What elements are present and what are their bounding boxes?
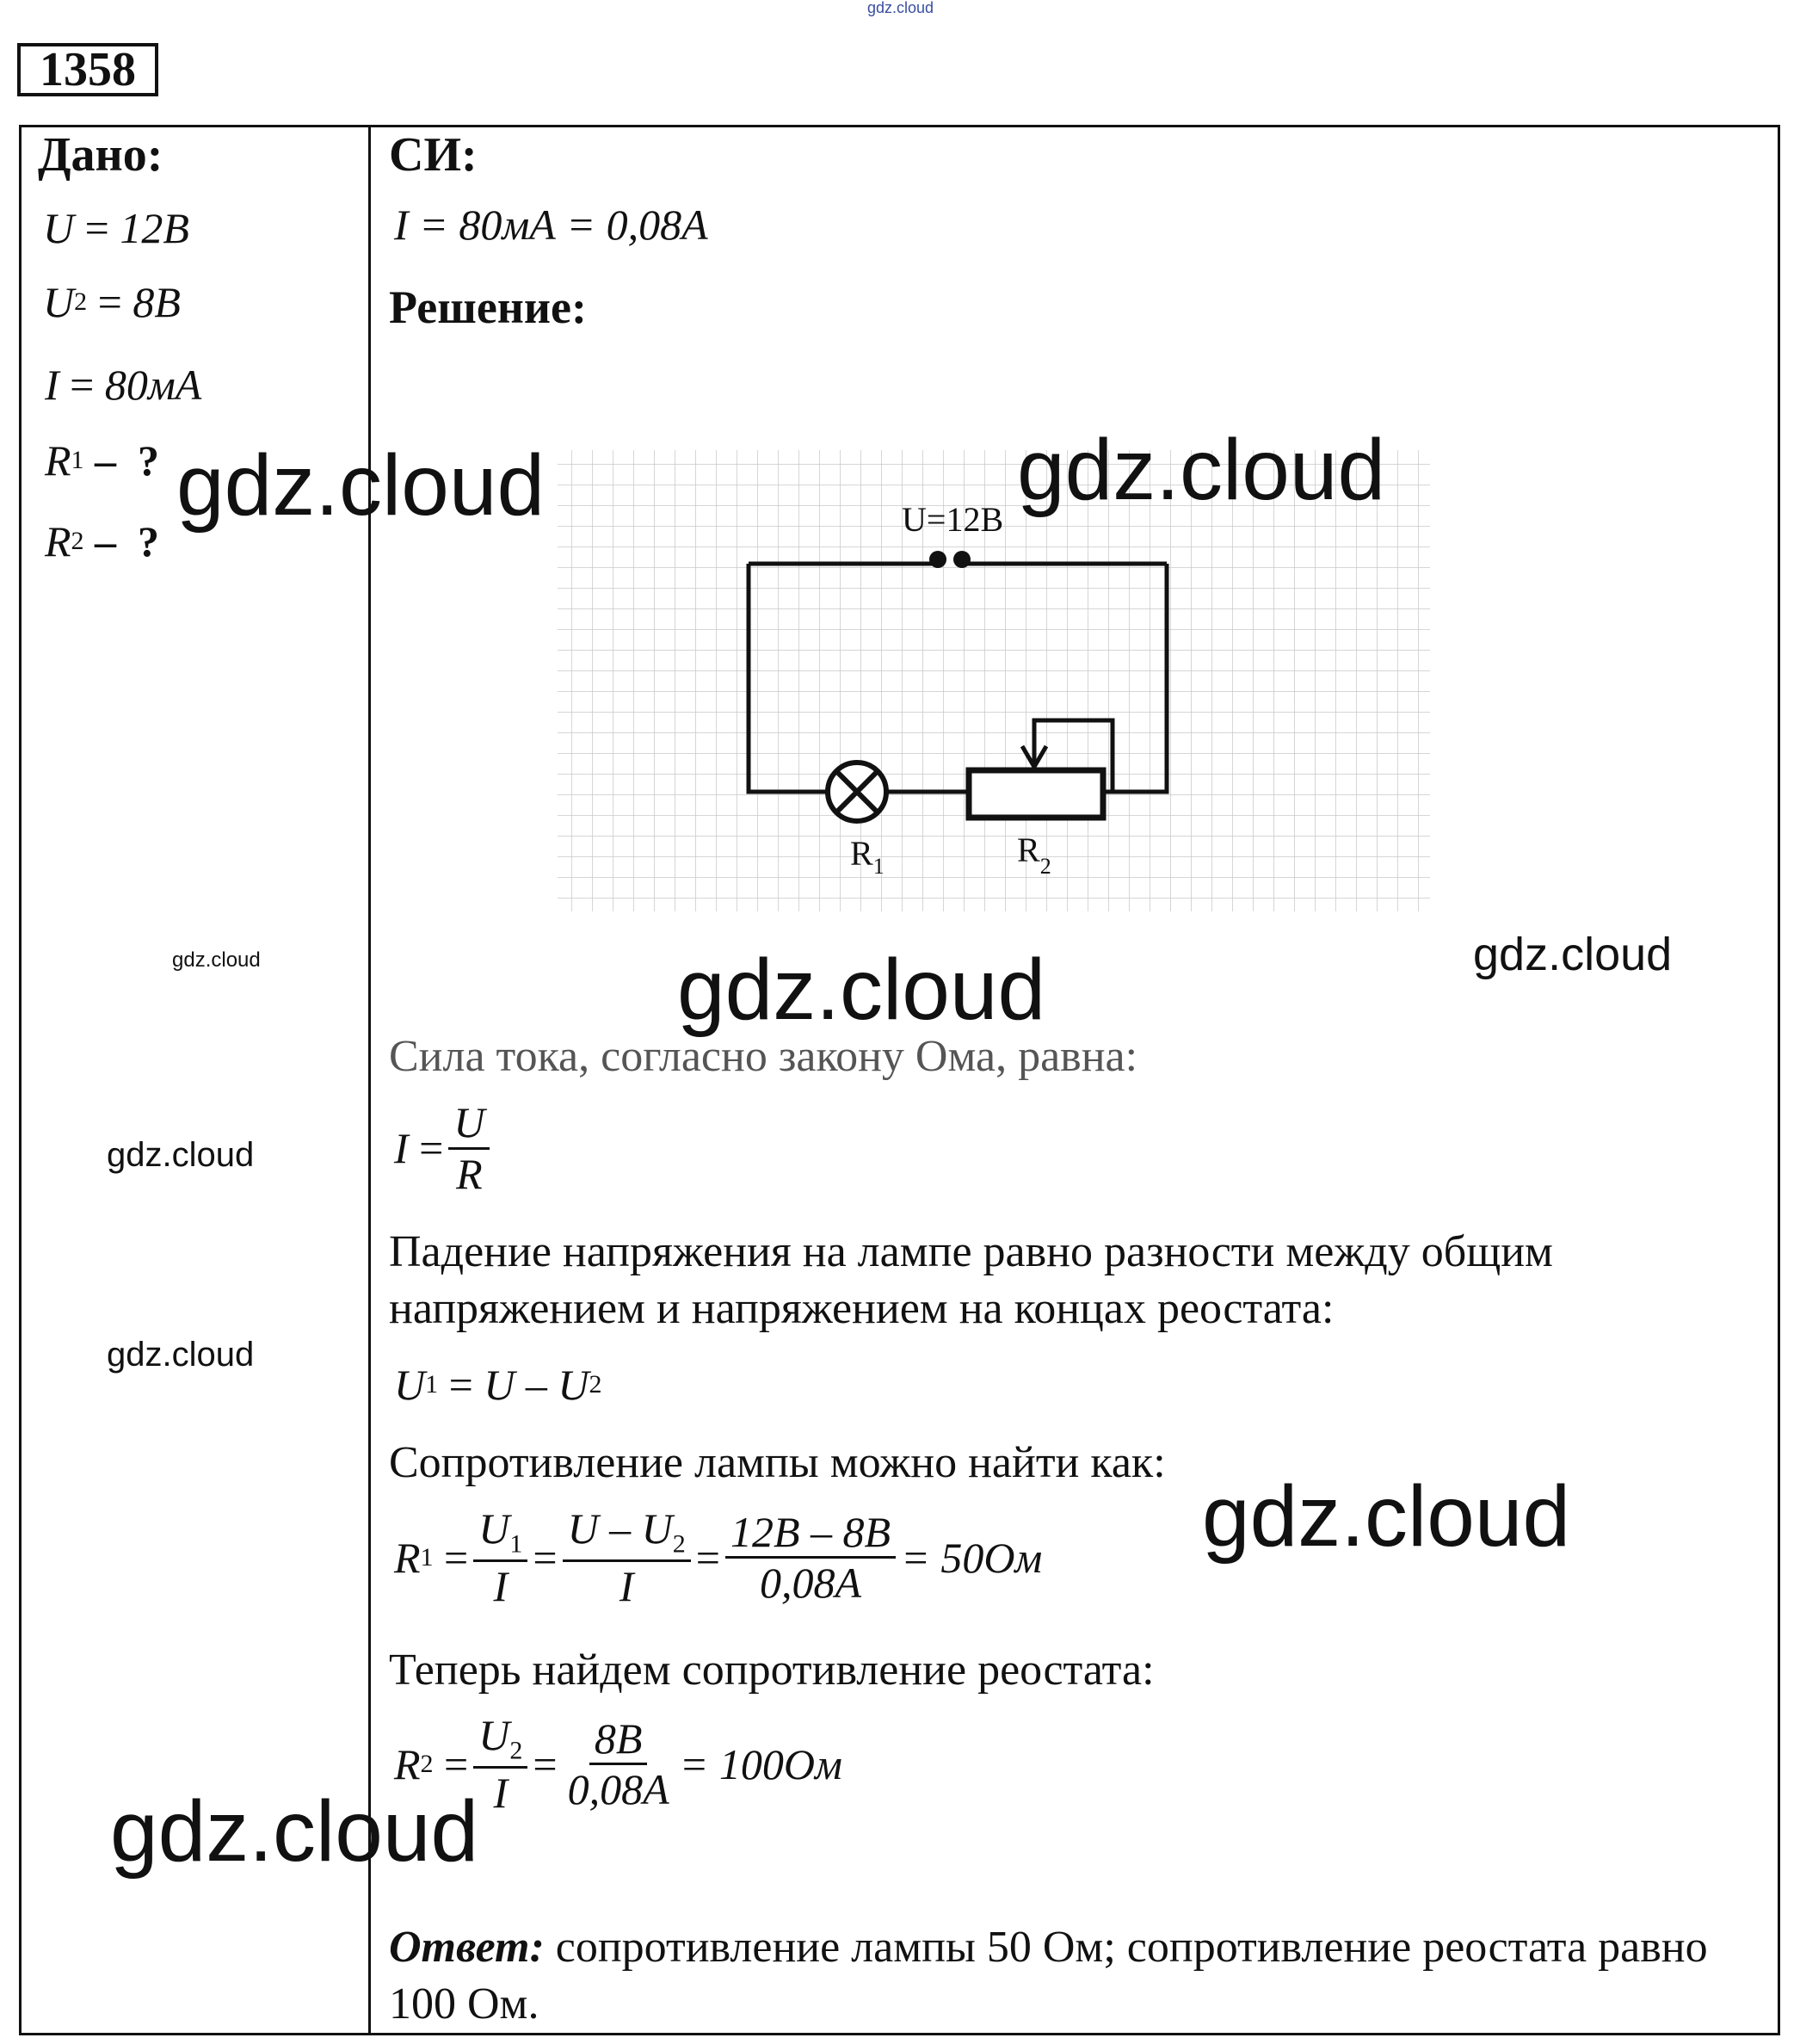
watermark: gdz.cloud [677,942,1046,1038]
column-divider [368,125,371,2035]
formula-current: I = $\frac{U}{R}$ [394,1100,495,1196]
formula-voltage-lamp: U 1 = U – U 2 [394,1361,602,1409]
problem-number: 1358 [17,43,158,96]
si-heading: СИ: [389,128,478,182]
watermark: gdz.cloud [1017,422,1386,518]
watermark: gdz.cloud [176,437,546,534]
given-item-u: U = 12B [43,204,189,252]
lamp-label: $R_1$ [850,834,885,879]
watermark: gdz.cloud [110,1783,479,1880]
solution-heading: Решение: [389,281,587,333]
terminal-left [929,551,946,568]
paragraph-lamp-resistance: Сопротивление лампы можно найти как: [389,1438,1166,1487]
terminal-right [953,551,971,568]
paragraph-rheostat-resistance: Теперь найдем сопротивление реостата: [389,1646,1155,1695]
top-watermark: gdz.cloud [867,0,934,16]
watermark: gdz.cloud [1473,929,1673,980]
paragraph-voltage-drop: Падение напряжения на лампе равно разности между общим напряжением и напряжением на концах реостата: [389,1227,1553,1333]
given-item-i: I = 80мА [45,361,202,409]
given-item-u2: U 2 = 8B [43,278,181,326]
watermark: gdz.cloud [107,1136,255,1174]
paragraph-ohms-law: Сила тока, согласно закону Ома, равна: [389,1032,1138,1081]
answer-text: сопротивление лампы 50 Ом; сопротивление реостата равно 100 Ом. [389,1923,1708,2029]
voltage-label: U=12В [902,500,1004,539]
si-conversion: I = 80мА = 0,08А [394,201,708,249]
watermark: gdz.cloud [107,1336,255,1374]
given-item-r1: R 1 – ? [45,436,160,485]
given-heading: Дано: [38,128,163,182]
answer-label: Ответ: [389,1923,545,1972]
lamp-icon [828,763,886,821]
answer [389,1919,1748,2033]
given-item-r2: R 2 – ? [45,517,160,565]
watermark: gdz.cloud [172,948,261,972]
rheostat-label: $R_2$ [1017,831,1051,879]
watermark: gdz.cloud [1202,1468,1571,1565]
formula-lamp-resistance: R 1 = $\frac{U_1}{I}$ = $\frac{U - U_2}{I}$ = $\frac{12B - 8B}{0,08A}$ = 50Ом [394,1504,1043,1610]
formula-rheostat-resistance: R 2 = $\frac{U_2}{I}$ = $\frac{8B}{0,08A}$ = 100Ом [394,1711,842,1817]
rheostat-icon [969,770,1103,818]
